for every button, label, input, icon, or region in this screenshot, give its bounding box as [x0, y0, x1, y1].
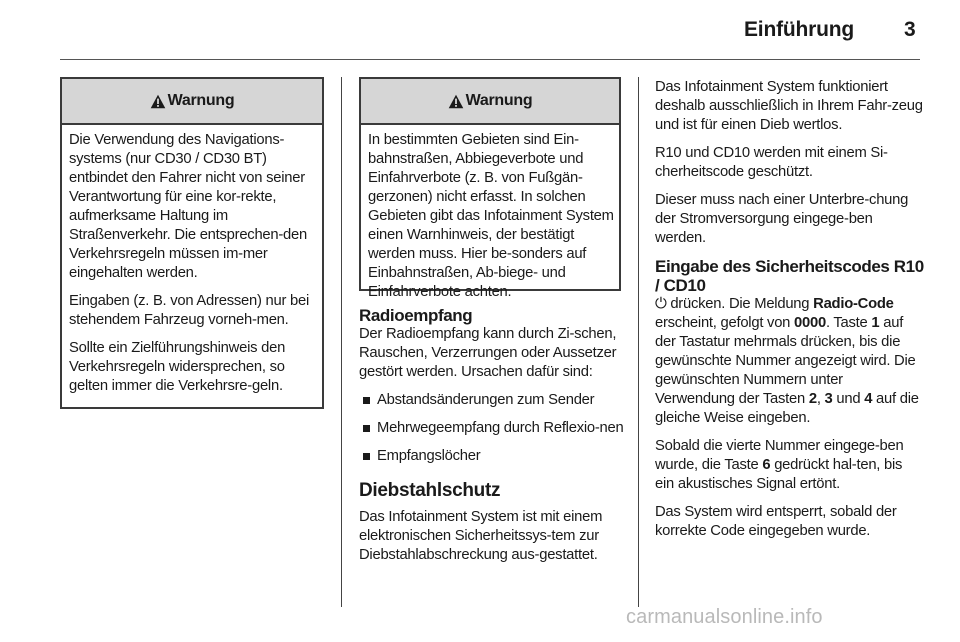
column-divider-2	[638, 77, 639, 607]
warning-triangle-icon	[448, 94, 464, 109]
list-item: Mehrwegeempfang durch Reflexio-nen	[359, 419, 625, 438]
warning-triangle-icon	[150, 94, 166, 109]
right-paragraph: Das Infotainment System funktioniert deshalb ausschließlich in Ihrem Fahr-zeug und ist für einen Dieb wertlos.	[655, 79, 923, 133]
code-paragraph-3: Das System wird entsperrt, sobald der korrekte Code eingegeben wurde.	[655, 504, 897, 539]
code-paragraph-2: Sobald die vierte Nummer eingege-ben wurde, die Taste 6 gedrückt hal-ten, bis ein akustisches Signal ertönt.	[655, 438, 904, 492]
column-2-text	[359, 306, 625, 574]
header-divider	[60, 59, 920, 60]
warning-paragraph: In bestimmten Gebieten sind Ein-bahnstraßen, Abbiegeverbote und Einfahrverbote (z. B. von Fußgän-gerzonen) nicht erfasst. In solchen Gebieten gibt das Infotainment System einen Warnhinweis, der bestätigt werden muss. Hier be-sonders auf Einbahnstraßen, Ab-biege- und Einfahrverbote achten.	[368, 132, 614, 300]
right-paragraph: Dieser muss nach einer Unterbre-chung der Stromversorgung eingege-ben werden.	[655, 192, 909, 246]
code-paragraph-1: ⏻ drücken. Die Meldung Radio-Code erscheint, gefolgt von 0000. Taste 1 auf der Tastatur mehrmals drücken, bis die gewünschte Nummer angezeigt wird. Die gewünschten Nummern unter Verwendung der Tasten 2, 3 und 4 auf die gleiche Weise eingeben.	[655, 296, 919, 426]
radio-causes-list	[359, 391, 625, 466]
theft-text: Das Infotainment System ist mit einem elektronischen Sicherheitssys-tem zur Diebstahlabschreckung aus-gestattet.	[359, 509, 603, 563]
column-3-text	[655, 78, 925, 550]
warning-box-restrictions	[359, 77, 621, 300]
warning-paragraph: Eingaben (z. B. von Adressen) nur bei stehendem Fahrzeug vorneh-men.	[69, 293, 309, 328]
warning-paragraph: Die Verwendung des Navigations-systems (nur CD30 / CD30 BT) entbindet den Fahrer nicht von seiner Verantwortung für eine kor-rekte, aufmerksame Haltung im Straßenverkehr. Die entsprechen-den Verkehrsregeln müssen im-mer eingehalten werden.	[69, 132, 307, 281]
warning-header	[361, 79, 619, 125]
warning-label: Warnung	[167, 92, 235, 109]
section-heading-theft: Diebstahlschutz	[359, 480, 501, 501]
column-divider-1	[341, 77, 342, 607]
section-heading-code: Eingabe des Sicherheitscodes R10 / CD10	[655, 257, 924, 295]
list-item: Empfangslöcher	[359, 447, 625, 466]
warning-label: Warnung	[465, 92, 533, 109]
right-paragraph: R10 und CD10 werden mit einem Si-cherheitscode geschützt.	[655, 145, 888, 180]
warning-box-navigation	[60, 77, 324, 409]
warning-header	[62, 79, 322, 125]
radio-intro: Der Radioempfang kann durch Zi-schen, Rauschen, Verzerrungen oder Aussetzer gestört werden. Ursachen dafür sind:	[359, 326, 617, 380]
section-heading-radio: Radioempfang	[359, 306, 473, 325]
power-icon: ⏻	[655, 296, 667, 312]
page-title: Einführung	[744, 18, 854, 41]
page-number: 3	[904, 18, 916, 41]
watermark: carmanualsonline.info	[626, 606, 823, 628]
warning-paragraph: Sollte ein Zielführungshinweis den Verkehrsregeln widersprechen, so gelten immer die Verkehrsre-geln.	[69, 340, 286, 394]
list-item: Abstandsänderungen zum Sender	[359, 391, 625, 410]
